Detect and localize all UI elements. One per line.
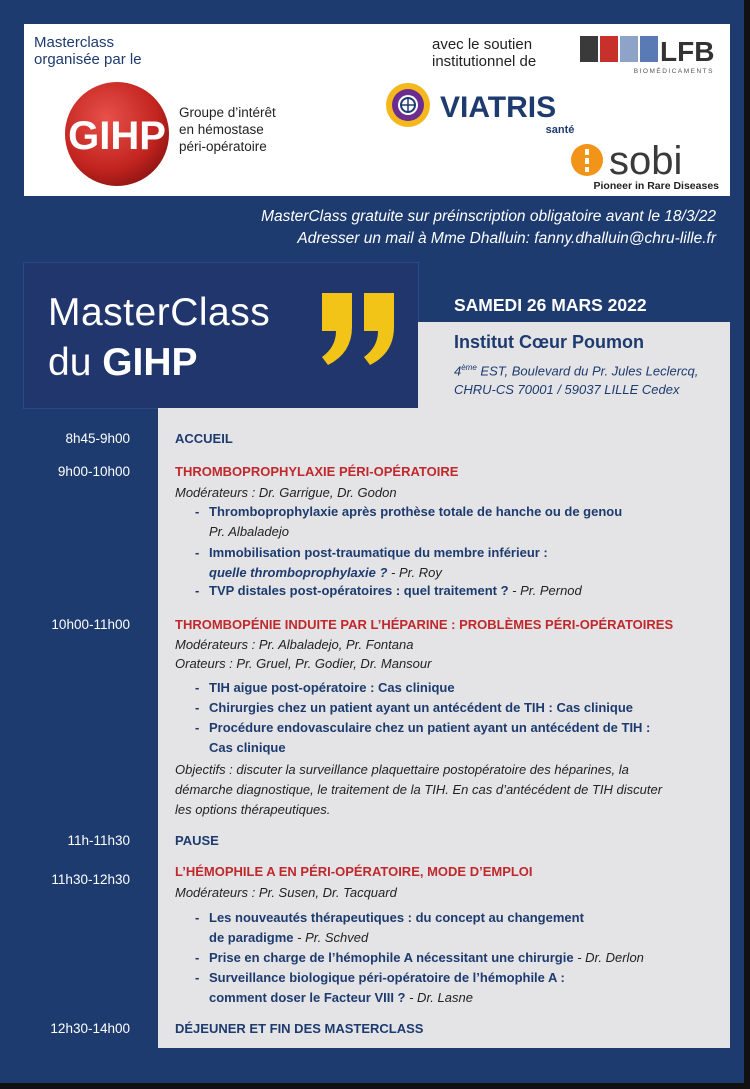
time-session-2: 10h00-11h00 <box>51 617 130 632</box>
header-panel <box>24 24 730 196</box>
registration-line1: MasterClass gratuite sur préinscription obligatoire avant le 18/3/22 <box>261 208 716 225</box>
session-1-title: THROMBOPROPHYLAXIE PÉRI-OPÉRATOIRE <box>175 464 459 479</box>
gihp-desc-line2: en hémostase <box>179 122 264 137</box>
title-line2 <box>48 341 198 385</box>
lfb-logo-text: LFB <box>660 36 715 67</box>
section-closing: DÉJEUNER ET FIN DES MASTERCLASS <box>175 1021 424 1036</box>
time-accueil: 8h45-9h00 <box>65 431 130 446</box>
title-line1: MasterClass <box>48 291 271 334</box>
session-2-title: THROMBOPÉNIE INDUITE PAR L’HÉPARINE : PROBLÈMES PÉRI-OPÉRATOIRES <box>175 617 674 632</box>
time-session-1: 9h00-10h00 <box>57 464 130 479</box>
session-1-item-1-title: Thromboprophylaxie après prothèse totale de hanche ou de genou <box>209 504 623 519</box>
title-line2-bold: GIHP <box>102 341 198 384</box>
gihp-logo-text: GIHP <box>68 114 166 158</box>
venue-address-number: 4 <box>454 363 462 379</box>
venue-address-street: EST, Boulevard du Pr. Jules Leclercq, <box>476 363 699 379</box>
organizer-label <box>34 34 142 68</box>
bullet-dash: - <box>195 504 200 519</box>
session-2-objectives <box>175 760 662 820</box>
bullet-dash: - <box>195 680 200 695</box>
session-2-speakers: Orateurs : Pr. Gruel, Pr. Godier, Dr. Mansour <box>175 656 432 671</box>
time-pause: 11h-11h30 <box>67 833 130 848</box>
sobi-tagline: Pioneer in Rare Diseases <box>593 180 719 192</box>
section-accueil: ACCUEIL <box>175 431 233 446</box>
bullet-dash: - <box>195 720 200 735</box>
session-2-moderators: Modérateurs : Pr. Albaladejo, Pr. Fontana <box>175 637 414 652</box>
venue-name: Institut Cœur Poumon <box>454 332 644 352</box>
session-3-title: L’HÉMOPHILE A EN PÉRI-OPÉRATOIRE, MODE D’EMPLOI <box>175 864 533 879</box>
bullet-dash: - <box>195 583 200 598</box>
session-1-item-3-speaker: - Pr. Pernod <box>508 583 582 598</box>
session-3-item-1-line1: Les nouveautés thérapeutiques : du concept au changement <box>209 910 584 925</box>
title-block <box>24 263 418 408</box>
session-2-item-3-line2: Cas clinique <box>209 740 286 755</box>
venue-address-line2: CHRU-CS 70001 / 59037 LILLE Cedex <box>454 382 680 398</box>
bullet-dash: - <box>195 545 200 560</box>
session-1-item-1-speaker: Pr. Albaladejo <box>209 524 289 539</box>
gihp-logo <box>62 79 172 189</box>
session-2-item-2-title: Chirurgies chez un patient ayant un antécédent de TIH : Cas clinique <box>209 700 634 715</box>
session-1-item-2-speaker: - Pr. Roy <box>387 565 442 580</box>
session-3-item-2-speaker: - Dr. Derlon <box>573 950 644 965</box>
session-3-moderators: Modérateurs : Pr. Susen, Dr. Tacquard <box>175 885 397 900</box>
session-3-item-3-line1: Surveillance biologique péri-opératoire de l’hémophile A : <box>209 970 565 985</box>
session-3-item-3-speaker: - Dr. Lasne <box>405 990 473 1005</box>
sobi-logo-text: sobi <box>609 139 683 183</box>
session-2-item-3-line1: Procédure endovasculaire chez un patient ayant un antécédent de TIH : <box>209 720 651 735</box>
registration-note <box>261 206 716 250</box>
session-2-item-1-title: TIH aigue post-opératoire : Cas clinique <box>209 680 455 695</box>
time-closing: 12h30-14h00 <box>50 1021 130 1036</box>
bullet-dash: - <box>195 910 200 925</box>
venue-panel <box>418 322 730 408</box>
sponsor-label <box>432 36 536 70</box>
lfb-tagline: BIOMÉDICAMENTS <box>633 68 714 75</box>
title-line2-prefix: du <box>48 341 103 384</box>
session-1-item-2-line2: quelle thromboprophylaxie ? <box>209 565 388 580</box>
session-3-item-3-line2: comment doser le Facteur VIII ? <box>209 990 406 1005</box>
session-1-item-2-line1: Immobilisation post-traumatique du membre inférieur : <box>209 545 548 560</box>
objectives-line3: les options thérapeutiques. <box>175 802 331 817</box>
objectives-line1: Objectifs : discuter la surveillance plaquettaire postopératoire des héparines, la <box>175 762 629 777</box>
event-date: SAMEDI 26 MARS 2022 <box>454 295 647 315</box>
sponsor-label-line2: institutionnel de <box>432 53 537 70</box>
organizer-label-line1: Masterclass <box>34 34 115 51</box>
session-1-item-3-title: TVP distales post-opératoires : quel traitement ? <box>209 583 509 598</box>
venue-address-line1 <box>454 358 698 380</box>
time-session-3: 11h30-12h30 <box>51 872 130 887</box>
organizer-label-line2: organisée par le <box>34 51 142 68</box>
quote-mark-icon <box>314 287 404 367</box>
viatris-tagline: santé <box>545 124 575 136</box>
venue-address-sup: ème <box>461 363 477 372</box>
gihp-desc-line3: péri-opératoire <box>179 139 267 154</box>
viatris-logo <box>384 79 584 139</box>
bullet-dash: - <box>195 970 200 985</box>
gihp-description <box>179 104 276 155</box>
gihp-desc-line1: Groupe d’intérêt <box>179 105 276 120</box>
lfb-logo <box>580 32 720 76</box>
sponsor-label-line1: avec le soutien <box>432 36 533 53</box>
sobi-logo <box>569 136 724 192</box>
registration-line2: Adresser un mail à Mme Dhalluin: fanny.dhalluin@chru-lille.fr <box>297 230 716 247</box>
bullet-dash: - <box>195 700 200 715</box>
viatris-logo-text: VIATRIS <box>440 91 557 124</box>
session-3-item-1-line2: de paradigme <box>209 930 294 945</box>
section-pause: PAUSE <box>175 833 219 848</box>
session-1-moderators: Modérateurs : Dr. Garrigue, Dr. Godon <box>175 485 397 500</box>
objectives-line2: démarche diagnostique, le traitement de la TIH. En cas d’antécédent de TIH discuter <box>175 782 663 797</box>
session-3-item-1-speaker: - Pr. Schved <box>293 930 369 945</box>
venue-address <box>454 358 698 399</box>
session-3-item-2-title: Prise en charge de l’hémophile A nécessitant une chirurgie <box>209 950 574 965</box>
bullet-dash: - <box>195 950 200 965</box>
